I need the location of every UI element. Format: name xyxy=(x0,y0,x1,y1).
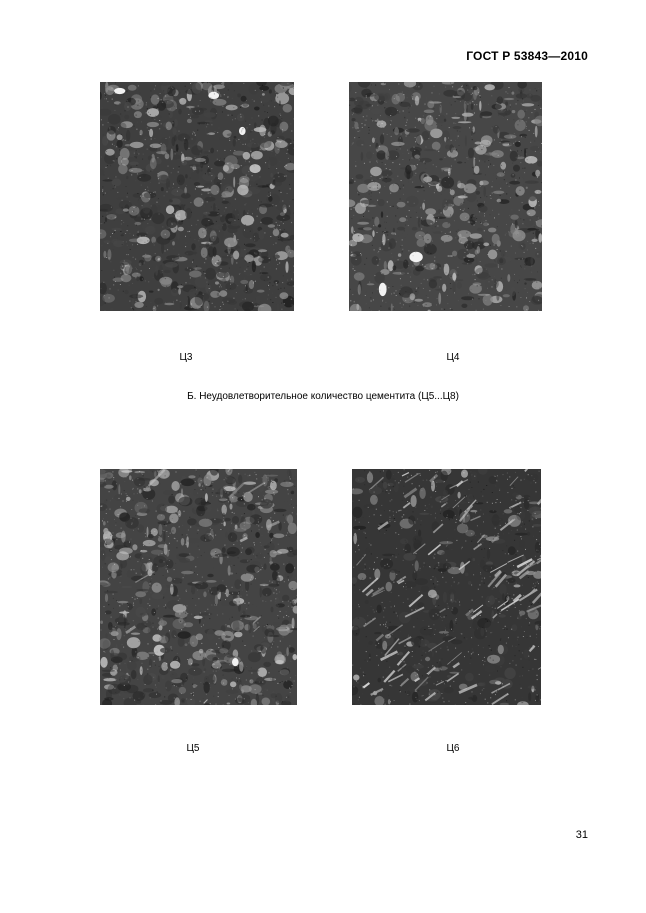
section-caption: Б. Неудовлетворительное количество цементита (Ц5...Ц8) xyxy=(187,391,459,402)
figure-label-c3: Ц3 xyxy=(179,352,193,363)
micrograph-c3 xyxy=(100,82,294,311)
figure-label-c5: Ц5 xyxy=(186,743,200,754)
page-number: 31 xyxy=(575,829,588,841)
micrograph-c4 xyxy=(349,82,542,311)
figure-label-c6: Ц6 xyxy=(446,743,460,754)
micrograph-texture xyxy=(100,82,294,311)
micrograph-texture xyxy=(352,469,541,705)
micrograph-texture xyxy=(100,469,297,705)
standard-code: ГОСТ Р 53843—2010 xyxy=(466,49,588,63)
figure-label-c4: Ц4 xyxy=(446,352,460,363)
micrograph-texture xyxy=(349,82,542,311)
micrograph-c6 xyxy=(352,469,541,705)
micrograph-c5 xyxy=(100,469,297,705)
